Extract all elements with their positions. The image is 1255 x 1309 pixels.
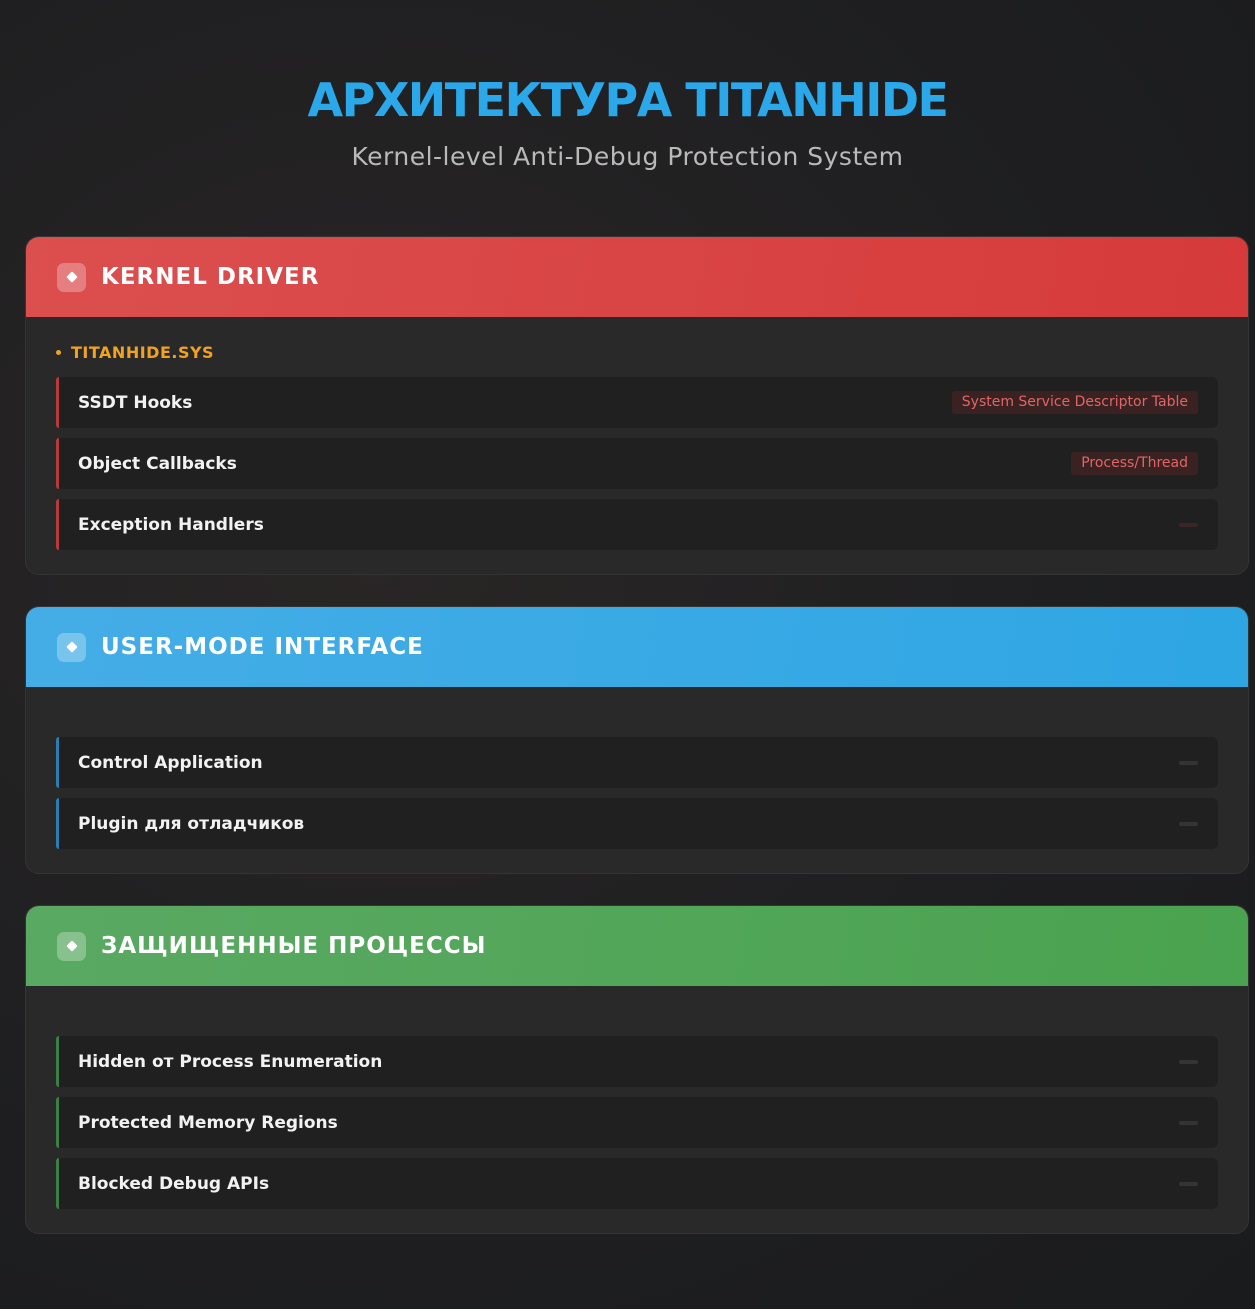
dash-icon [1179,523,1198,527]
protected-processes-title: ЗАЩИЩЕННЫЕ ПРОЦЕССЫ [101,933,487,959]
user-mode-panel [25,606,1249,874]
kernel-driver-header [26,237,1248,317]
component-tag: Process/Thread [1071,452,1198,475]
diamond-icon [57,932,86,961]
diamond-icon [57,263,86,292]
component-row-protected-memory[interactable] [56,1097,1218,1148]
dash-icon [1179,822,1198,826]
component-label: Blocked Debug APIs [78,1173,270,1194]
component-label: Protected Memory Regions [78,1112,338,1133]
protected-processes-header [26,906,1248,986]
dash-icon [1179,1121,1198,1125]
user-mode-title: USER-MODE INTERFACE [101,634,424,660]
component-tag: System Service Descriptor Table [952,391,1198,414]
bullet-dot-icon [56,350,61,355]
component-row-control-application[interactable] [56,737,1218,788]
protected-processes-panel [25,905,1249,1234]
dash-icon [1179,761,1198,765]
component-row-hidden-enumeration[interactable] [56,1036,1218,1087]
page-subtitle: Kernel-level Anti-Debug Protection System [351,142,904,171]
component-row-exception-handlers[interactable] [56,499,1218,550]
diamond-icon [57,633,86,662]
kernel-driver-title: KERNEL DRIVER [101,264,320,290]
section-label-titanhide-sys [56,342,1218,362]
component-label: Object Callbacks [78,453,237,474]
dash-icon [1179,1182,1198,1186]
component-row-blocked-debug-apis[interactable] [56,1158,1218,1209]
kernel-driver-panel [25,236,1249,575]
component-row-ssdt-hooks[interactable] [56,377,1218,428]
component-label: Exception Handlers [78,514,264,535]
user-mode-header [26,607,1248,687]
component-label: SSDT Hooks [78,392,193,413]
component-label: Hidden от Process Enumeration [78,1051,383,1072]
dash-icon [1179,1060,1198,1064]
page-title: АРХИТЕКТУРА TITANHIDE [307,73,948,127]
component-row-object-callbacks[interactable] [56,438,1218,489]
page-header [0,72,1255,171]
component-label: Plugin для отладчиков [78,813,305,834]
component-label: Control Application [78,752,263,773]
component-row-debugger-plugin[interactable] [56,798,1218,849]
section-label-text: TITANHIDE.SYS [71,342,215,362]
